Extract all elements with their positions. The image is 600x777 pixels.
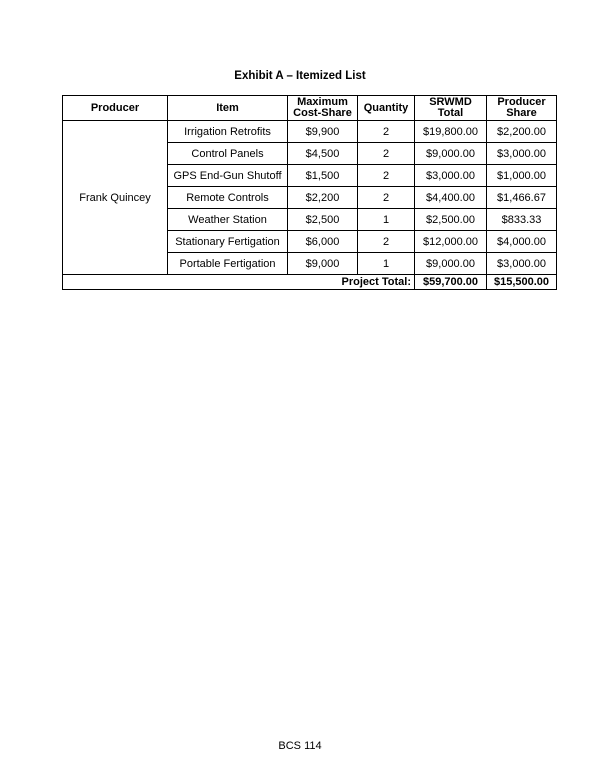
max-cost-share-cell: $9,000 xyxy=(288,253,358,275)
project-total-label: Project Total: xyxy=(63,275,415,290)
item-cell: Portable Fertigation xyxy=(168,253,288,275)
max-cost-share-cell: $6,000 xyxy=(288,231,358,253)
quantity-cell: 2 xyxy=(358,121,415,143)
header-producer-share xyxy=(487,96,557,121)
srwmd-total-cell: $4,400.00 xyxy=(415,187,487,209)
itemized-table xyxy=(62,95,557,290)
producer-share-cell: $833.33 xyxy=(487,209,557,231)
project-total-producer-share: $15,500.00 xyxy=(487,275,557,290)
max-cost-share-cell: $2,200 xyxy=(288,187,358,209)
quantity-cell: 2 xyxy=(358,187,415,209)
header-producer-share-line2: Share xyxy=(506,107,537,119)
item-cell: GPS End-Gun Shutoff xyxy=(168,165,288,187)
max-cost-share-cell: $2,500 xyxy=(288,209,358,231)
table-header-row xyxy=(63,96,557,121)
producer-share-cell: $1,466.67 xyxy=(487,187,557,209)
srwmd-total-cell: $12,000.00 xyxy=(415,231,487,253)
srwmd-total-cell: $2,500.00 xyxy=(415,209,487,231)
header-producer-share-line1: Producer xyxy=(497,96,546,108)
srwmd-total-cell: $3,000.00 xyxy=(415,165,487,187)
header-srwmd-total xyxy=(415,96,487,121)
producer-share-cell: $3,000.00 xyxy=(487,143,557,165)
max-cost-share-cell: $4,500 xyxy=(288,143,358,165)
producer-name-cell: Frank Quincey xyxy=(63,121,168,275)
header-max-cost-share xyxy=(288,96,358,121)
header-item: Item xyxy=(168,96,288,121)
project-total-row xyxy=(63,275,557,290)
quantity-cell: 1 xyxy=(358,209,415,231)
page-title: Exhibit A – Itemized List xyxy=(234,70,366,82)
header-quantity: Quantity xyxy=(358,96,415,121)
project-total-srwmd: $59,700.00 xyxy=(415,275,487,290)
header-srwmd-total-line2: Total xyxy=(437,107,464,119)
header-srwmd-total-line1: SRWMD xyxy=(429,96,472,108)
item-cell: Control Panels xyxy=(168,143,288,165)
producer-share-cell: $4,000.00 xyxy=(487,231,557,253)
srwmd-total-cell: $9,000.00 xyxy=(415,143,487,165)
table-row xyxy=(63,121,557,143)
producer-share-cell: $3,000.00 xyxy=(487,253,557,275)
max-cost-share-cell: $9,900 xyxy=(288,121,358,143)
producer-share-cell: $1,000.00 xyxy=(487,165,557,187)
header-max-cost-share-line1: Maximum xyxy=(297,96,348,108)
quantity-cell: 2 xyxy=(358,231,415,253)
item-cell: Remote Controls xyxy=(168,187,288,209)
srwmd-total-cell: $19,800.00 xyxy=(415,121,487,143)
item-cell: Weather Station xyxy=(168,209,288,231)
page-footer: BCS 114 xyxy=(278,740,322,752)
header-max-cost-share-line2: Cost-Share xyxy=(293,107,352,119)
item-cell: Stationary Fertigation xyxy=(168,231,288,253)
srwmd-total-cell: $9,000.00 xyxy=(415,253,487,275)
quantity-cell: 2 xyxy=(358,143,415,165)
header-producer: Producer xyxy=(63,96,168,121)
item-cell: Irrigation Retrofits xyxy=(168,121,288,143)
max-cost-share-cell: $1,500 xyxy=(288,165,358,187)
producer-share-cell: $2,200.00 xyxy=(487,121,557,143)
quantity-cell: 2 xyxy=(358,165,415,187)
quantity-cell: 1 xyxy=(358,253,415,275)
